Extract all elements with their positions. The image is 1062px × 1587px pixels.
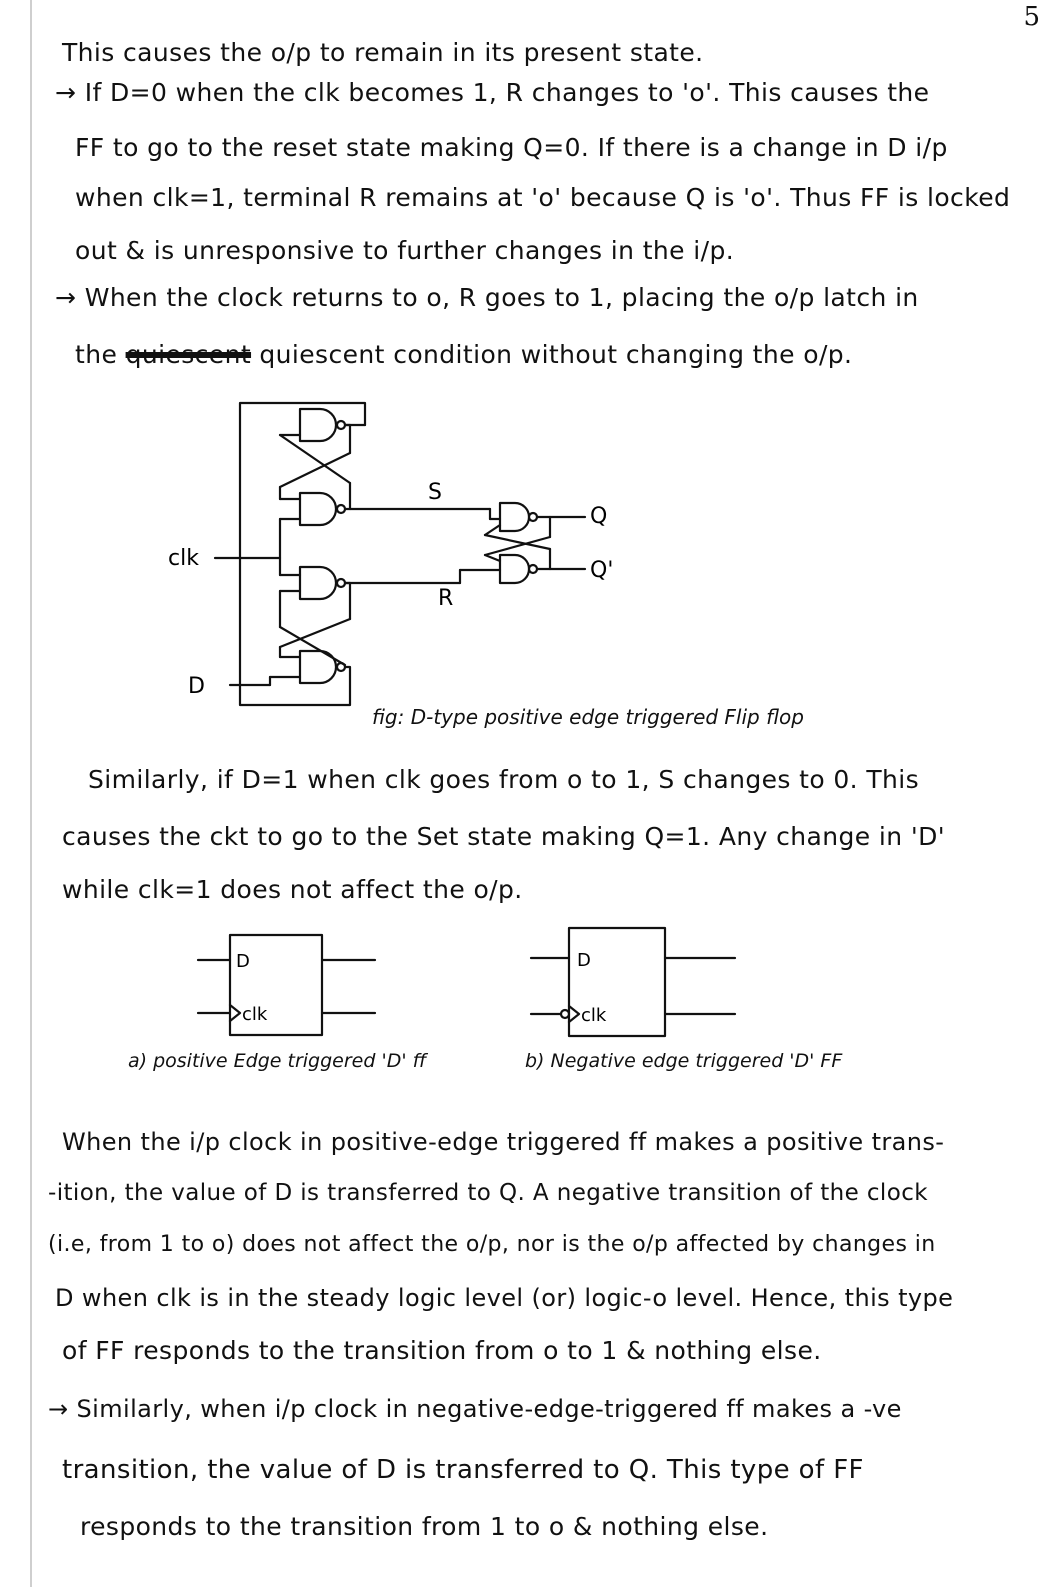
text-prefix: the [75, 340, 118, 369]
label-r: R [438, 586, 454, 611]
text-line: This causes the o/p to remain in its present state. [62, 38, 704, 67]
scribbled-word: quiescent [125, 340, 252, 369]
negative-edge-d-ff-symbol [525, 918, 755, 1048]
text-line: → When the clock returns to o, R goes to 1, placing the o/p latch in [55, 283, 919, 312]
text-line: causes the ckt to go to the Set state making Q=1. Any change in 'D' [62, 822, 946, 851]
text-line: responds to the transition from 1 to o & nothing else. [80, 1512, 769, 1541]
d-flip-flop-circuit-diagram [160, 395, 680, 725]
figure1-caption: fig: D-type positive edge triggered Flip flop [372, 705, 804, 729]
text-line: of FF responds to the transition from o to 1 & nothing else. [62, 1336, 822, 1365]
nand-gate-3 [300, 567, 336, 599]
figure2a-caption: a) positive Edge triggered 'D' ff [128, 1050, 427, 1072]
a-label-clk: clk [242, 1004, 268, 1025]
text-line: → If D=0 when the clk becomes 1, R changes to 'o'. This causes the [55, 78, 930, 107]
text-line: Similarly, if D=1 when clk goes from o to 1, S changes to 0. This [88, 765, 920, 794]
figure2b-caption: b) Negative edge triggered 'D' FF [525, 1050, 843, 1072]
b-label-clk: clk [581, 1005, 607, 1026]
text-line: D when clk is in the steady logic level (or) logic-o level. Hence, this type [55, 1284, 954, 1312]
label-q: Q [590, 504, 608, 529]
nand-gate-1 [300, 409, 336, 441]
label-qbar: Q' [590, 558, 614, 583]
b-label-d: D [577, 950, 591, 971]
text-line: When the i/p clock in positive-edge triggered ff makes a positive trans- [62, 1128, 945, 1156]
text-line: -ition, the value of D is transferred to Q. A negative transition of the clock [48, 1180, 928, 1206]
text-line [75, 340, 852, 369]
nand-gate-2 [300, 493, 336, 525]
label-s: S [428, 480, 442, 505]
output-nand-gate-qbar [500, 555, 529, 583]
text-line: → Similarly, when i/p clock in negative-edge-triggered ff makes a -ve [48, 1395, 902, 1423]
label-d: D [188, 674, 205, 699]
a-label-d: D [236, 951, 250, 972]
output-nand-gate-q [500, 503, 529, 531]
text-line: while clk=1 does not affect the o/p. [62, 875, 523, 904]
text-line: transition, the value of D is transferred to Q. This type of FF [62, 1455, 864, 1485]
margin-line [30, 0, 32, 1587]
text-line: when clk=1, terminal R remains at 'o' because Q is 'o'. Thus FF is locked [75, 183, 1011, 212]
text-line: (i.e, from 1 to o) does not affect the o/p, nor is the o/p affected by changes in [48, 1232, 936, 1257]
positive-edge-d-ff-symbol [190, 925, 390, 1045]
text-line: out & is unresponsive to further changes in the i/p. [75, 236, 735, 265]
text-rest: quiescent condition without changing the o/p. [259, 340, 853, 369]
label-clk: clk [168, 546, 199, 571]
page-number: 5 [1023, 2, 1040, 32]
text-line: FF to go to the reset state making Q=0. If there is a change in D i/p [75, 133, 948, 162]
